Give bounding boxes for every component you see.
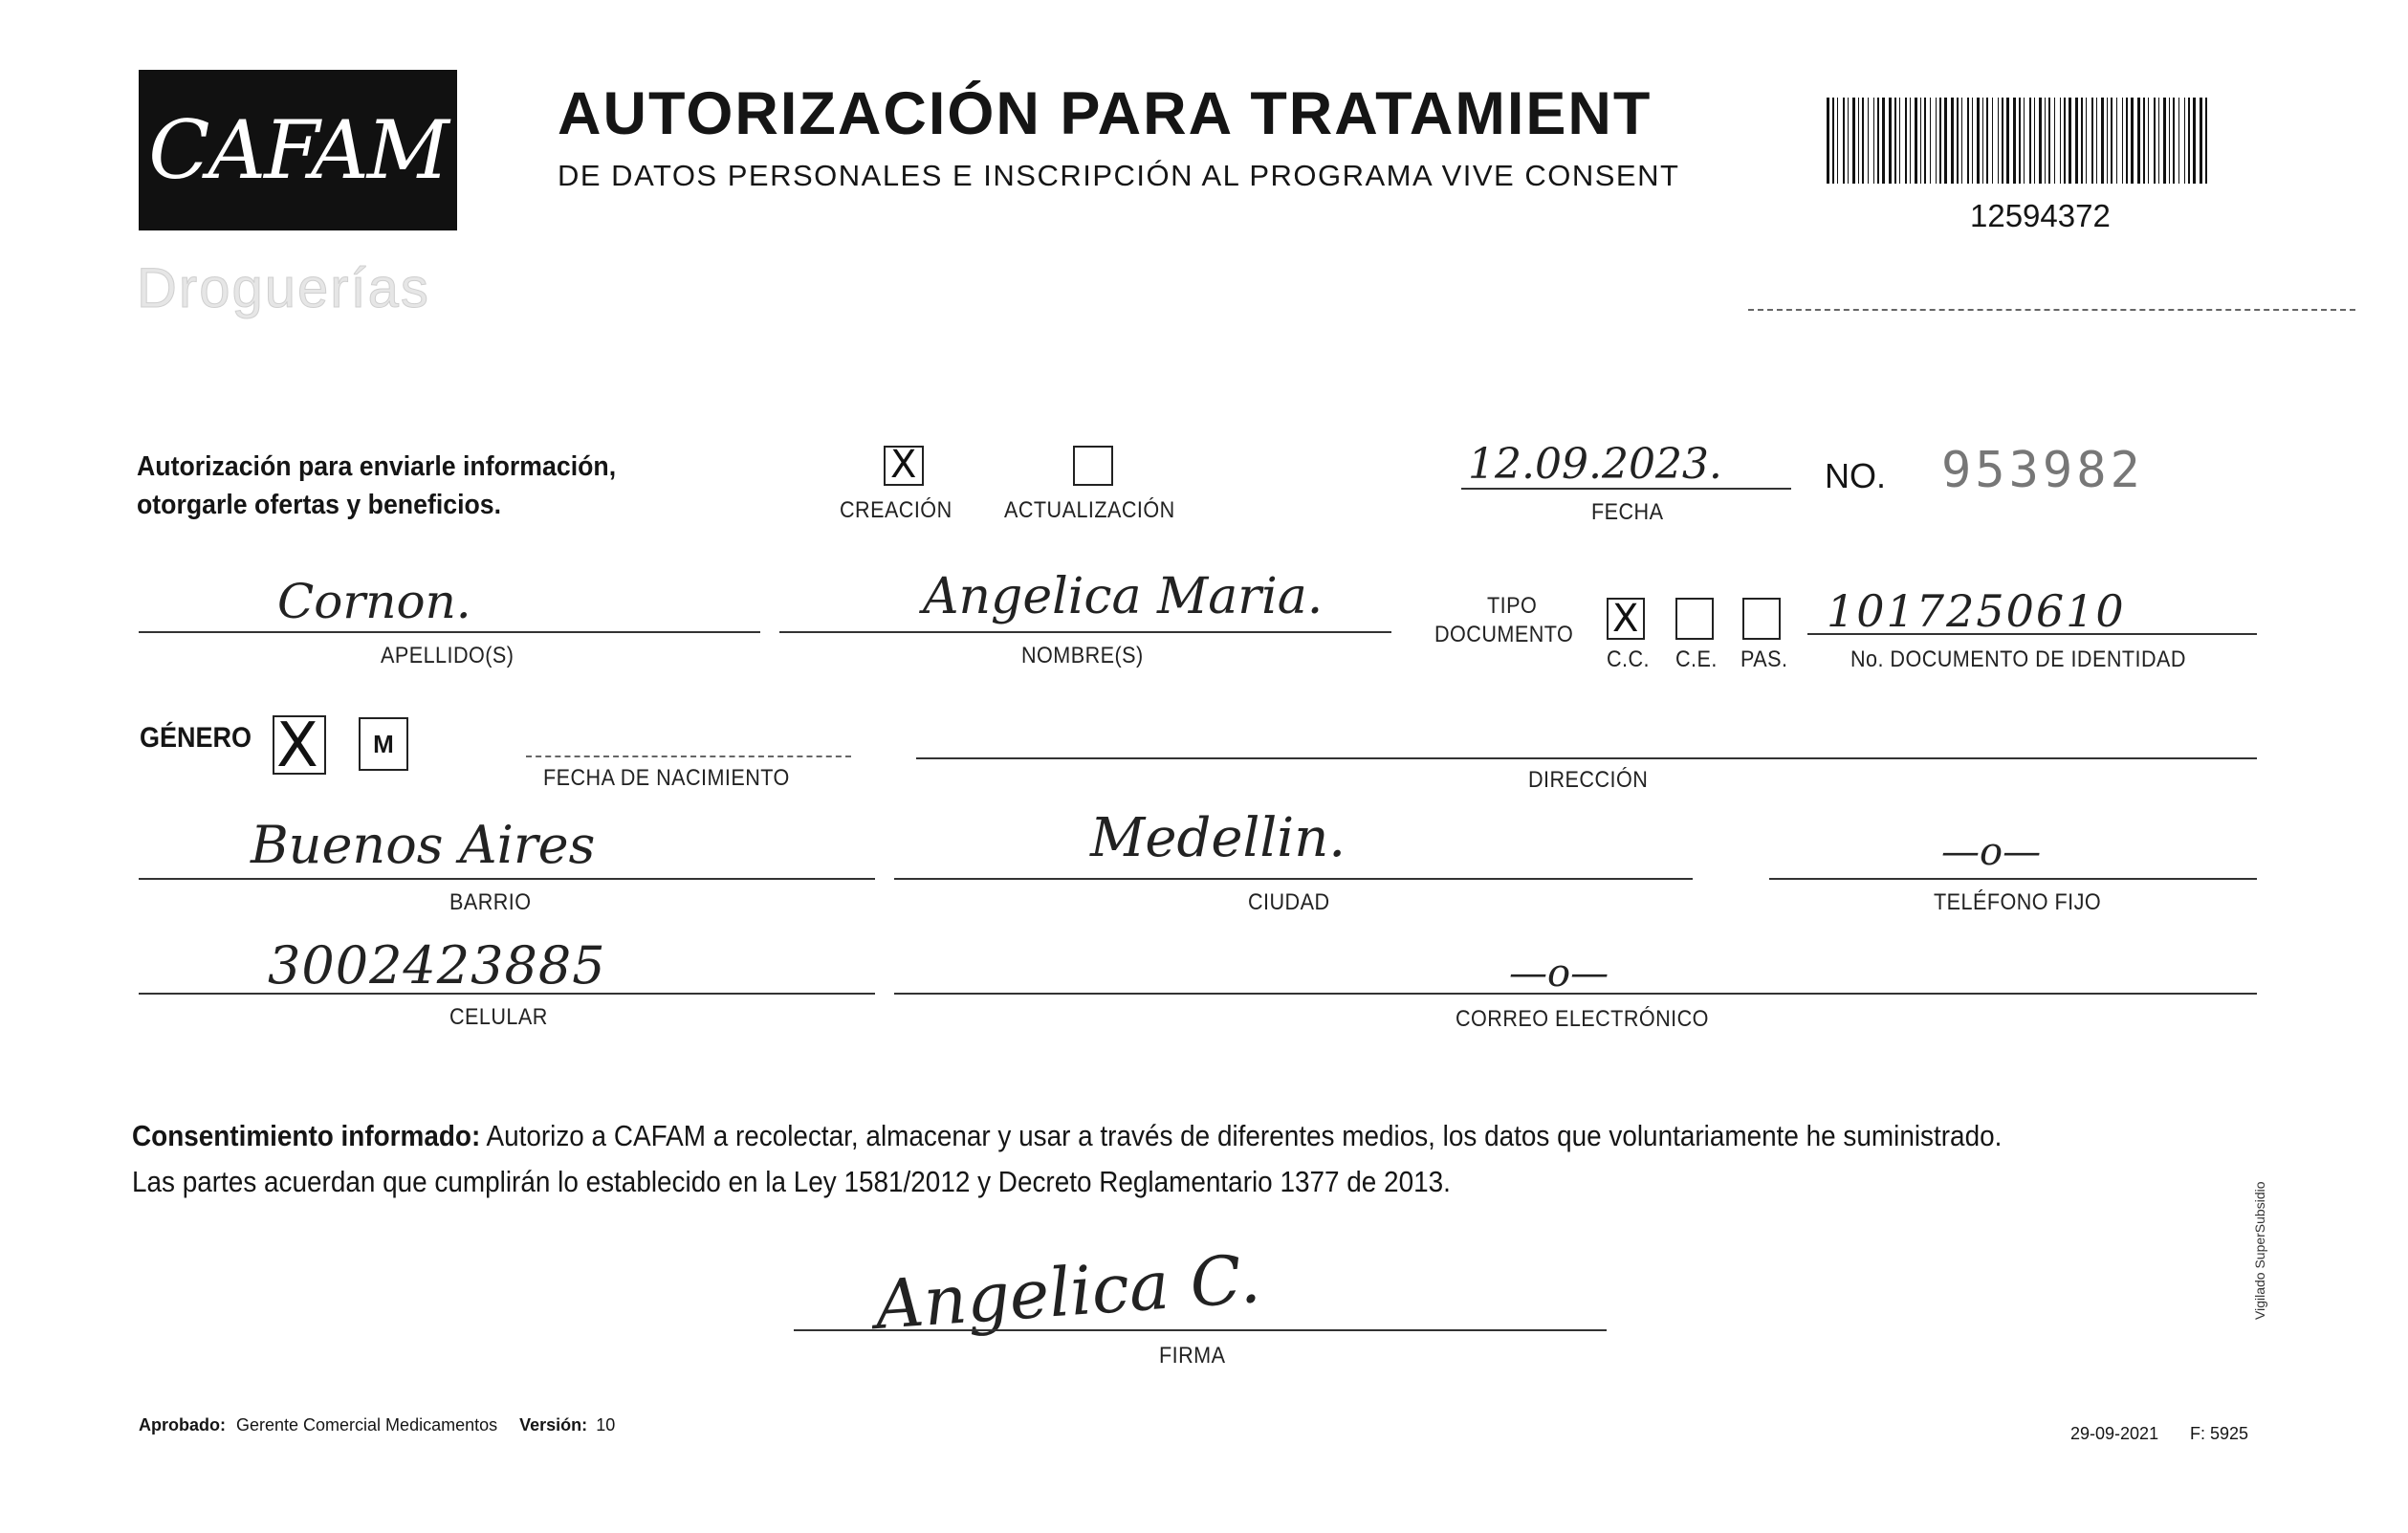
version-label: Versión: bbox=[519, 1415, 588, 1434]
barcode-bar bbox=[2137, 98, 2140, 184]
barcode-bar bbox=[1977, 98, 1980, 184]
barcode-bar bbox=[1848, 98, 1849, 184]
barcode-bar bbox=[2200, 98, 2202, 184]
barcode-bar bbox=[1961, 98, 1962, 184]
barcode-bar bbox=[1951, 98, 1954, 184]
genero-m-label: M bbox=[373, 729, 394, 758]
barcode-bar bbox=[2169, 98, 2170, 184]
pas-label: PAS. bbox=[1740, 646, 1788, 672]
barcode-bar bbox=[2086, 98, 2087, 184]
barcode-bar bbox=[1873, 98, 1874, 184]
barcode-bar bbox=[1998, 98, 1999, 184]
celular-label: CELULAR bbox=[449, 1004, 548, 1030]
direccion-label: DIRECCIÓN bbox=[1528, 767, 1649, 793]
barcode-bar bbox=[1982, 98, 1983, 184]
telefono-value: —o— bbox=[1941, 830, 2042, 874]
documento-line[interactable] bbox=[1807, 633, 2257, 635]
logo-subtitle: Droguerías bbox=[137, 257, 430, 319]
numero-value: 953982 bbox=[1941, 442, 2144, 499]
creacion-check-mark: X bbox=[890, 443, 917, 487]
barcode-bar bbox=[2060, 98, 2061, 184]
documento-number-label: No. DOCUMENTO DE IDENTIDAD bbox=[1850, 646, 2186, 672]
barcode-bar bbox=[2045, 98, 2046, 184]
barcode-bar bbox=[2029, 98, 2031, 184]
apellido-value: Cornon. bbox=[277, 574, 471, 629]
barcode-bar bbox=[1852, 98, 1855, 184]
barcode-bar bbox=[1915, 98, 1917, 184]
barcode-bar bbox=[1827, 98, 1829, 184]
barcode-bar bbox=[1877, 98, 1879, 184]
footer-date: 29-09-2021 bbox=[2070, 1424, 2159, 1443]
barcode-bar bbox=[2205, 98, 2207, 184]
consent-paragraph bbox=[132, 1113, 2215, 1205]
barcode-bar bbox=[1972, 98, 1973, 184]
barcode-bar bbox=[2173, 98, 2175, 184]
barcode-bar bbox=[2096, 98, 2097, 184]
direccion-line[interactable] bbox=[916, 757, 2257, 759]
telefono-label: TELÉFONO FIJO bbox=[1934, 889, 2102, 915]
barcode-bar bbox=[1858, 98, 1859, 184]
nombre-label: NOMBRE(S) bbox=[1021, 643, 1144, 668]
correo-line[interactable] bbox=[894, 993, 2257, 995]
genero-label: GÉNERO bbox=[140, 722, 252, 754]
barcode-bar bbox=[2122, 98, 2123, 184]
ce-checkbox[interactable] bbox=[1675, 598, 1714, 640]
apellido-line[interactable] bbox=[139, 631, 760, 633]
ciudad-value: Medellin. bbox=[1090, 807, 1346, 869]
barcode-bar bbox=[1832, 98, 1834, 184]
barcode-bar bbox=[2069, 98, 2071, 184]
barcode-bar bbox=[2075, 98, 2078, 184]
fecha-label: FECHA bbox=[1591, 499, 1664, 525]
fecha-value: 12.09.2023. bbox=[1468, 440, 1722, 489]
barcode-bar bbox=[1924, 98, 1926, 184]
barcode-bar bbox=[2178, 98, 2179, 184]
intro-line-2: otorgarle ofertas y beneficios. bbox=[137, 490, 502, 520]
consent-text-1: Autorizo a CAFAM a recolectar, almacenar y usar a través de diferentes medios, los datos que voluntariamente he suministrado. bbox=[480, 1119, 2003, 1152]
barcode-bar bbox=[1992, 98, 1993, 184]
barcode-bar bbox=[1930, 98, 1931, 184]
barcode-bar bbox=[2039, 98, 2042, 184]
barrio-label: BARRIO bbox=[449, 889, 532, 915]
barcode-bar bbox=[2019, 98, 2021, 184]
footer-approval bbox=[139, 1415, 615, 1435]
barcode-bar bbox=[2126, 98, 2128, 184]
ce-label: C.E. bbox=[1675, 646, 1718, 672]
barcode-bar bbox=[2101, 98, 2104, 184]
barcode-bar bbox=[2048, 98, 2050, 184]
correo-value: —o— bbox=[1509, 952, 1609, 996]
barcode-bar bbox=[1862, 98, 1864, 184]
cc-label: C.C. bbox=[1607, 646, 1650, 672]
header-divider bbox=[1748, 309, 2355, 311]
ciudad-line[interactable] bbox=[894, 878, 1693, 880]
barcode-bar bbox=[2034, 98, 2035, 184]
form-subtitle: DE DATOS PERSONALES E INSCRIPCIÓN AL PROGRAMA VIVE CONSENT bbox=[558, 159, 1680, 192]
barcode-bar bbox=[2148, 98, 2149, 184]
documento-label: DOCUMENTO bbox=[1434, 622, 1574, 647]
barcode-bar bbox=[2091, 98, 2093, 184]
barcode-bar bbox=[1899, 98, 1900, 184]
barcode-bar bbox=[2081, 98, 2083, 184]
barcode-bar bbox=[1905, 98, 1907, 184]
documento-value: 1017250610 bbox=[1827, 585, 2126, 637]
version-value: 10 bbox=[596, 1415, 616, 1434]
barcode-bar bbox=[1894, 98, 1896, 184]
cafam-logo bbox=[139, 70, 457, 230]
actualizacion-checkbox[interactable] bbox=[1073, 446, 1113, 486]
correo-label: CORREO ELECTRÓNICO bbox=[1456, 1006, 1709, 1032]
barcode-bar bbox=[1843, 98, 1845, 184]
creacion-label: CREACIÓN bbox=[840, 497, 952, 523]
fecha-line bbox=[1461, 488, 1791, 490]
barcode-bar bbox=[2154, 98, 2156, 184]
celular-value: 3002423885 bbox=[268, 935, 606, 996]
barcode-bar bbox=[2002, 98, 2003, 184]
barcode-bar bbox=[2107, 98, 2108, 184]
numero-label: NO. bbox=[1825, 456, 1887, 495]
consent-text-2: Las partes acuerdan que cumplirán lo establecido en la Ley 1581/2012 y Decreto Reglamentario 1377 de 2013. bbox=[132, 1165, 1451, 1198]
barcode-bar bbox=[2184, 98, 2185, 184]
genero-m-checkbox[interactable] bbox=[359, 717, 408, 771]
footer-code: F: 5925 bbox=[2190, 1424, 2249, 1443]
barcode-number: 12594372 bbox=[1970, 198, 2111, 233]
barcode-bar bbox=[1868, 98, 1869, 184]
nacimiento-label: FECHA DE NACIMIENTO bbox=[543, 765, 790, 791]
barcode-bar bbox=[1986, 98, 1988, 184]
barcode bbox=[1827, 98, 2214, 184]
barrio-line[interactable] bbox=[139, 878, 875, 880]
aprobado-label: Aprobado: bbox=[139, 1415, 226, 1434]
consent-title: Consentimiento informado: bbox=[132, 1119, 481, 1152]
barcode-bar bbox=[2006, 98, 2009, 184]
form-title: AUTORIZACIÓN PARA TRATAMIENT bbox=[558, 80, 1653, 147]
barcode-bar bbox=[1889, 98, 1892, 184]
apellido-label: APELLIDO(S) bbox=[381, 643, 514, 668]
actualizacion-label: ACTUALIZACIÓN bbox=[1004, 497, 1175, 523]
barcode-bar bbox=[2163, 98, 2166, 184]
barcode-bar bbox=[1882, 98, 1885, 184]
telefono-line[interactable] bbox=[1769, 878, 2257, 880]
barcode-bar bbox=[1967, 98, 1969, 184]
tipo-label: TIPO bbox=[1487, 593, 1538, 619]
barrio-value: Buenos Aires bbox=[251, 815, 596, 875]
intro-line-1: Autorización para enviarle información, bbox=[137, 451, 617, 482]
signature-value: Angelica C. bbox=[872, 1239, 1263, 1345]
ciudad-label: CIUDAD bbox=[1248, 889, 1330, 915]
barcode-bar bbox=[1837, 98, 1838, 184]
nombre-line[interactable] bbox=[779, 631, 1391, 633]
pas-checkbox[interactable] bbox=[1742, 598, 1781, 640]
signature-label: FIRMA bbox=[1159, 1343, 1226, 1369]
barcode-bar bbox=[1910, 98, 1911, 184]
nacimiento-line[interactable] bbox=[526, 756, 851, 757]
barcode-bar bbox=[1957, 98, 1959, 184]
barcode-bar bbox=[1944, 98, 1947, 184]
barcode-bar bbox=[2158, 98, 2159, 184]
cc-check-mark: X bbox=[1612, 597, 1639, 641]
barcode-bar bbox=[2143, 98, 2145, 184]
barcode-bar bbox=[2054, 98, 2055, 184]
logo-text: CAFAM bbox=[148, 103, 448, 197]
barcode-bar bbox=[2188, 98, 2190, 184]
genero-f-check-mark: X bbox=[276, 711, 318, 781]
barcode-bar bbox=[2131, 98, 2134, 184]
barcode-bar bbox=[1939, 98, 1941, 184]
signature-line[interactable] bbox=[794, 1329, 1607, 1331]
cc-checkbox[interactable] bbox=[1607, 598, 1645, 640]
barcode-bar bbox=[2111, 98, 2112, 184]
barcode-bar bbox=[2024, 98, 2025, 184]
aprobado-value: Gerente Comercial Medicamentos bbox=[236, 1415, 498, 1434]
celular-line[interactable] bbox=[139, 993, 875, 995]
barcode-bar bbox=[2064, 98, 2066, 184]
barcode-bar bbox=[1936, 98, 1937, 184]
barcode-bar bbox=[1920, 98, 1921, 184]
genero-f-checkbox[interactable] bbox=[273, 711, 326, 781]
barcode-graphic bbox=[1827, 98, 2214, 184]
barcode-bar bbox=[2116, 98, 2117, 184]
side-watermark: Vigilado SuperSubsidio bbox=[2252, 1181, 2267, 1320]
creacion-checkbox[interactable] bbox=[884, 443, 924, 487]
barcode-bar bbox=[2193, 98, 2196, 184]
barcode-bar bbox=[2013, 98, 2016, 184]
nombre-value: Angelica Maria. bbox=[923, 568, 1324, 625]
